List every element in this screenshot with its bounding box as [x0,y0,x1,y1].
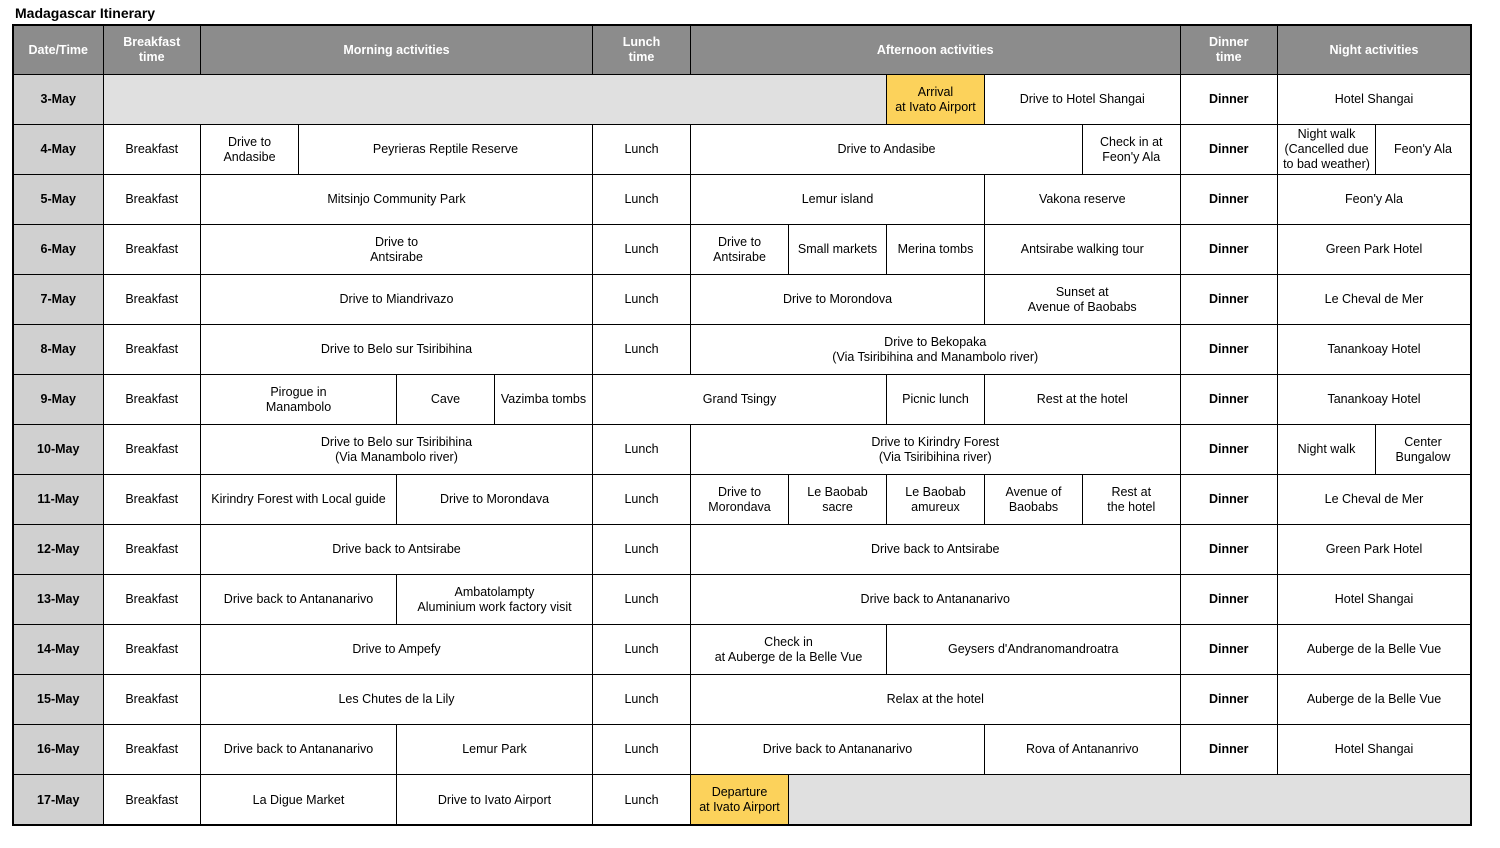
morning-cell: Cave [397,375,495,425]
morning-cell: Drive to Morondava [397,475,593,525]
breakfast-cell: Breakfast [104,125,202,175]
lunch-cell: Lunch [593,625,691,675]
header-lunch: Lunch time [593,26,691,75]
date-cell: 16-May [14,725,104,775]
afternoon-cell: Small markets [789,225,887,275]
morning-cell: Drive to Belo sur Tsiribihina (Via Manambolo river) [201,425,593,475]
breakfast-cell: Breakfast [104,725,202,775]
lunch-cell: Lunch [593,225,691,275]
breakfast-cell: Breakfast [104,575,202,625]
night-cell: Center Bungalow [1376,425,1470,475]
afternoon-cell: Grand Tsingy [593,375,887,425]
morning-cell: Vazimba tombs [495,375,593,425]
lunch-cell: Lunch [593,575,691,625]
breakfast-cell: Breakfast [104,275,202,325]
breakfast-cell: Breakfast [104,675,202,725]
header-date: Date/Time [14,26,104,75]
morning-cell: Drive back to Antsirabe [201,525,593,575]
morning-cell: Drive to Belo sur Tsiribihina [201,325,593,375]
lunch-cell: Lunch [593,675,691,725]
night-cell: Le Cheval de Mer [1278,275,1470,325]
date-cell: 15-May [14,675,104,725]
night-cell: Feon'y Ala [1376,125,1470,175]
morning-cell: Ambatolampty Aluminium work factory visit [397,575,593,625]
dinner-cell: Dinner [1181,175,1279,225]
afternoon-cell: Drive to Andasibe [691,125,1083,175]
date-cell: 12-May [14,525,104,575]
lunch-cell: Lunch [593,725,691,775]
night-cell: Night walk [1278,425,1376,475]
lunch-cell: Lunch [593,275,691,325]
night-cell: Hotel Shangai [1278,725,1470,775]
header-morning: Morning activities [201,26,593,75]
breakfast-cell: Breakfast [104,225,202,275]
morning-cell: Drive back to Antananarivo [201,575,397,625]
dinner-cell: Dinner [1181,425,1279,475]
dinner-cell: Dinner [1181,325,1279,375]
afternoon-cell: Drive to Antsirabe [691,225,789,275]
afternoon-cell: Arrival at Ivato Airport [887,75,985,125]
afternoon-cell: Merina tombs [887,225,985,275]
afternoon-cell: Rest at the hotel [1083,475,1181,525]
date-cell: 7-May [14,275,104,325]
date-cell: 4-May [14,125,104,175]
afternoon-cell: Drive to Morondava [691,475,789,525]
morning-cell: Les Chutes de la Lily [201,675,593,725]
breakfast-cell: Breakfast [104,175,202,225]
date-cell: 13-May [14,575,104,625]
night-cell: Auberge de la Belle Vue [1278,675,1470,725]
empty-cell [789,775,1470,825]
afternoon-cell: Drive back to Antsirabe [691,525,1181,575]
dinner-cell: Dinner [1181,675,1279,725]
afternoon-cell: Vakona reserve [985,175,1181,225]
lunch-cell: Lunch [593,175,691,225]
morning-cell: Peyrieras Reptile Reserve [299,125,593,175]
dinner-cell: Dinner [1181,525,1279,575]
afternoon-cell: Le Baobab sacre [789,475,887,525]
empty-cell [104,75,888,125]
lunch-cell: Lunch [593,425,691,475]
night-cell: Auberge de la Belle Vue [1278,625,1470,675]
night-cell: Night walk (Cancelled due to bad weather) [1278,125,1376,175]
afternoon-cell: Drive to Morondova [691,275,985,325]
page-title: Madagascar Itinerary [15,5,156,21]
morning-cell: Drive to Antsirabe [201,225,593,275]
dinner-cell: Dinner [1181,575,1279,625]
date-cell: 11-May [14,475,104,525]
header-dinner: Dinner time [1181,26,1279,75]
afternoon-cell: Le Baobab amureux [887,475,985,525]
night-cell: Tanankoay Hotel [1278,375,1470,425]
header-breakfast: Breakfast time [104,26,202,75]
lunch-cell: Lunch [593,525,691,575]
dinner-cell: Dinner [1181,275,1279,325]
date-cell: 3-May [14,75,104,125]
header-afternoon: Afternoon activities [691,26,1181,75]
morning-cell: Drive to Andasibe [201,125,299,175]
afternoon-cell: Drive to Hotel Shangai [985,75,1181,125]
afternoon-cell: Check in at Auberge de la Belle Vue [691,625,887,675]
dinner-cell: Dinner [1181,625,1279,675]
lunch-cell: Lunch [593,775,691,825]
night-cell: Hotel Shangai [1278,575,1470,625]
breakfast-cell: Breakfast [104,475,202,525]
night-cell: Hotel Shangai [1278,75,1470,125]
date-cell: 10-May [14,425,104,475]
afternoon-cell: Rova of Antananrivo [985,725,1181,775]
dinner-cell: Dinner [1181,475,1279,525]
afternoon-cell: Lemur island [691,175,985,225]
afternoon-cell: Antsirabe walking tour [985,225,1181,275]
morning-cell: Lemur Park [397,725,593,775]
date-cell: 8-May [14,325,104,375]
breakfast-cell: Breakfast [104,325,202,375]
morning-cell: Kirindry Forest with Local guide [201,475,397,525]
morning-cell: Drive to Ivato Airport [397,775,593,825]
dinner-cell: Dinner [1181,225,1279,275]
afternoon-cell: Drive to Bekopaka (Via Tsiribihina and Manambolo river) [691,325,1181,375]
morning-cell: Drive to Miandrivazo [201,275,593,325]
dinner-cell: Dinner [1181,75,1279,125]
morning-cell: Drive back to Antananarivo [201,725,397,775]
afternoon-cell: Sunset at Avenue of Baobabs [985,275,1181,325]
dinner-cell: Dinner [1181,725,1279,775]
dinner-cell: Dinner [1181,125,1279,175]
header-night: Night activities [1278,26,1470,75]
afternoon-cell: Picnic lunch [887,375,985,425]
date-cell: 9-May [14,375,104,425]
afternoon-cell: Drive back to Antananarivo [691,575,1181,625]
date-cell: 17-May [14,775,104,825]
itinerary-table [12,24,1472,826]
morning-cell: Mitsinjo Community Park [201,175,593,225]
breakfast-cell: Breakfast [104,375,202,425]
afternoon-cell: Avenue of Baobabs [985,475,1083,525]
night-cell: Green Park Hotel [1278,225,1470,275]
breakfast-cell: Breakfast [104,425,202,475]
breakfast-cell: Breakfast [104,775,202,825]
afternoon-cell: Relax at the hotel [691,675,1181,725]
breakfast-cell: Breakfast [104,625,202,675]
date-cell: 5-May [14,175,104,225]
night-cell: Feon'y Ala [1278,175,1470,225]
dinner-cell: Dinner [1181,375,1279,425]
morning-cell: Drive to Ampefy [201,625,593,675]
afternoon-cell: Departure at Ivato Airport [691,775,789,825]
morning-cell: La Digue Market [201,775,397,825]
breakfast-cell: Breakfast [104,525,202,575]
lunch-cell: Lunch [593,325,691,375]
night-cell: Le Cheval de Mer [1278,475,1470,525]
afternoon-cell: Check in at Feon'y Ala [1083,125,1181,175]
afternoon-cell: Geysers d'Andranomandroatra [887,625,1181,675]
night-cell: Tanankoay Hotel [1278,325,1470,375]
date-cell: 14-May [14,625,104,675]
morning-cell: Pirogue in Manambolo [201,375,397,425]
afternoon-cell: Drive to Kirindry Forest (Via Tsiribihina river) [691,425,1181,475]
night-cell: Green Park Hotel [1278,525,1470,575]
date-cell: 6-May [14,225,104,275]
lunch-cell: Lunch [593,125,691,175]
afternoon-cell: Drive back to Antananarivo [691,725,985,775]
afternoon-cell: Rest at the hotel [985,375,1181,425]
lunch-cell: Lunch [593,475,691,525]
